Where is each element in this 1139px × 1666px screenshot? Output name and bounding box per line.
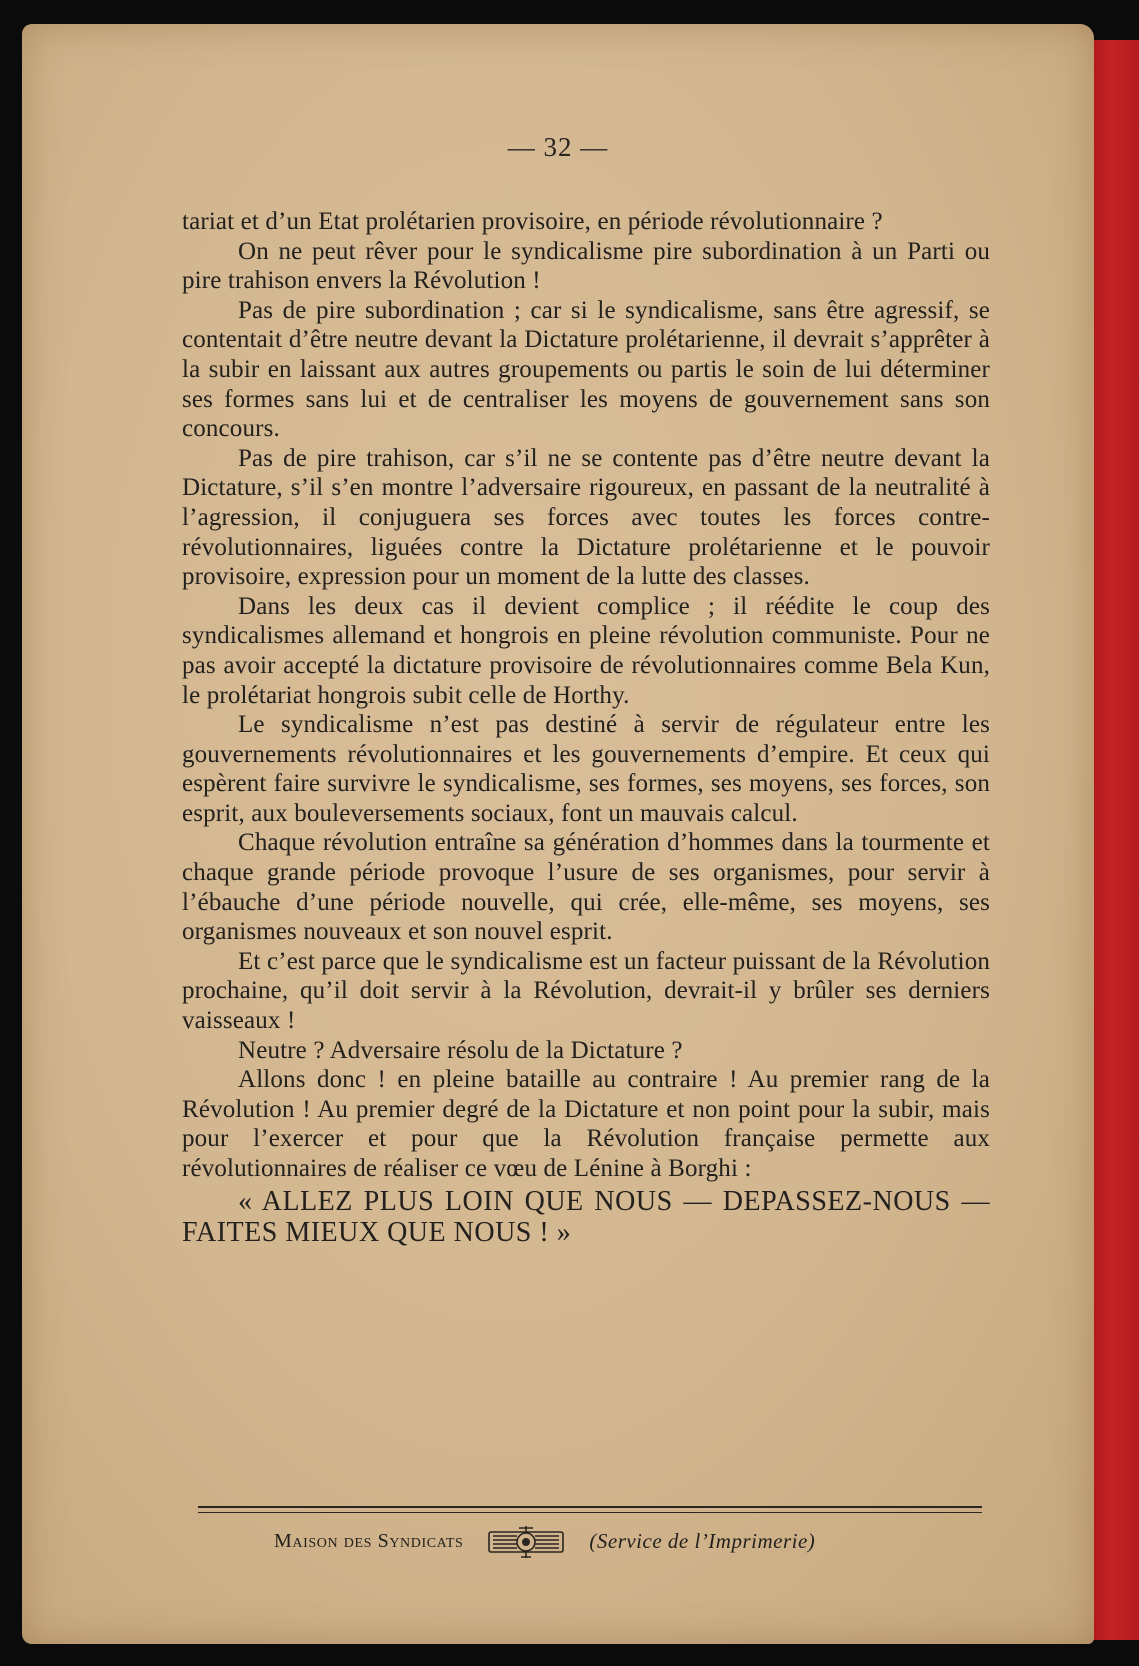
- footer-rule-thick: [198, 1506, 982, 1508]
- paragraph-7: Chaque révolution entraîne sa génération d’hommes dans la tourmente et chaque grande période provoque l’usure de ses organismes, pour servir à l’ébauche d’une période nouvelle, qui crée, elle-même, ses moyens, ses organismes nouveaux et son nouvel esprit.: [182, 829, 990, 946]
- paragraph-6: Le syndicalisme n’est pas destiné à servir de régulateur entre les gouvernements révolutionnaires et les gouvernements d’empire. Et ceux qui espèrent faire survivre le syndicalisme, ses formes, ses moyens, ses forces, son esprit, aux bouleversements sociaux, font un mauvais calcul.: [182, 711, 990, 827]
- footer-rule-thin: [198, 1512, 982, 1513]
- lenin-quote: « ALLEZ PLUS LOIN QUE NOUS — DEPASSEZ-NOUS — FAITES MIEUX QUE NOUS ! »: [182, 1185, 990, 1248]
- book-page: [22, 24, 1094, 1644]
- paragraph-5: Dans les deux cas il devient complice ; il réédite le coup des syndicalismes allemand et hongrois en pleine révolution communiste. Pour ne pas avoir accepté la dictature provisoire de révolutionnaires comme Bela Kun, le prolétariat hongrois subit celle de Horthy.: [182, 592, 990, 709]
- printer-name: (Service de l’Imprimerie): [589, 1528, 816, 1553]
- paragraph-9: Neutre ? Adversaire résolu de la Dictature ?: [238, 1036, 683, 1064]
- paragraph-8: Et c’est parce que le syndicalisme est un facteur puissant de la Révolution prochaine, qu’il doit servir à la Révolution, devrait-il y brûler ses derniers vaisseaux !: [182, 947, 990, 1035]
- paragraph-1: tariat et d’un Etat prolétarien provisoire, en période révolutionnaire ?: [182, 208, 883, 235]
- paragraph-2: On ne peut rêver pour le syndicalisme pire subordination à un Parti ou pire trahison envers la Révolution !: [182, 237, 990, 295]
- page-number: — 32 —: [507, 132, 609, 162]
- publisher-name: Maison des Syndicats: [274, 1529, 464, 1552]
- footer-imprint: [274, 1521, 924, 1561]
- body-text: [182, 207, 990, 1248]
- paragraph-10: Allons donc ! en pleine bataille au contraire ! Au premier rang de la Révolution ! Au premier degré de la Dictature et non point pour la subir, mais pour l’exercer et pour que la Révolution française permette aux révolutionnaires de réaliser ce vœu de Lénine à Borghi :: [182, 1066, 990, 1182]
- printing-press-emblem-icon: [479, 1522, 573, 1560]
- paragraph-3: Pas de pire subordination ; car si le syndicalisme, sans être agressif, se contentait d’être neutre devant la Dictature prolétarienne, il devrait s’apprêter à la subir en laissant aux autres groupements ou partis le soin de lui déterminer ses formes sans lui et de centraliser les moyens de gouvernement sans son concours.: [182, 296, 990, 443]
- paragraph-4: Pas de pire trahison, car s’il ne se contente pas d’être neutre devant la Dictature, s’il s’en montre l’adversaire rigoureux, en passant de la neutralité à l’agression, il conjuguera ses forces avec toutes les forces contre-révolutionnaires, liguées contre la Dictature prolétarienne et le pouvoir provisoire, expression pour un moment de la lutte des classes.: [182, 444, 990, 591]
